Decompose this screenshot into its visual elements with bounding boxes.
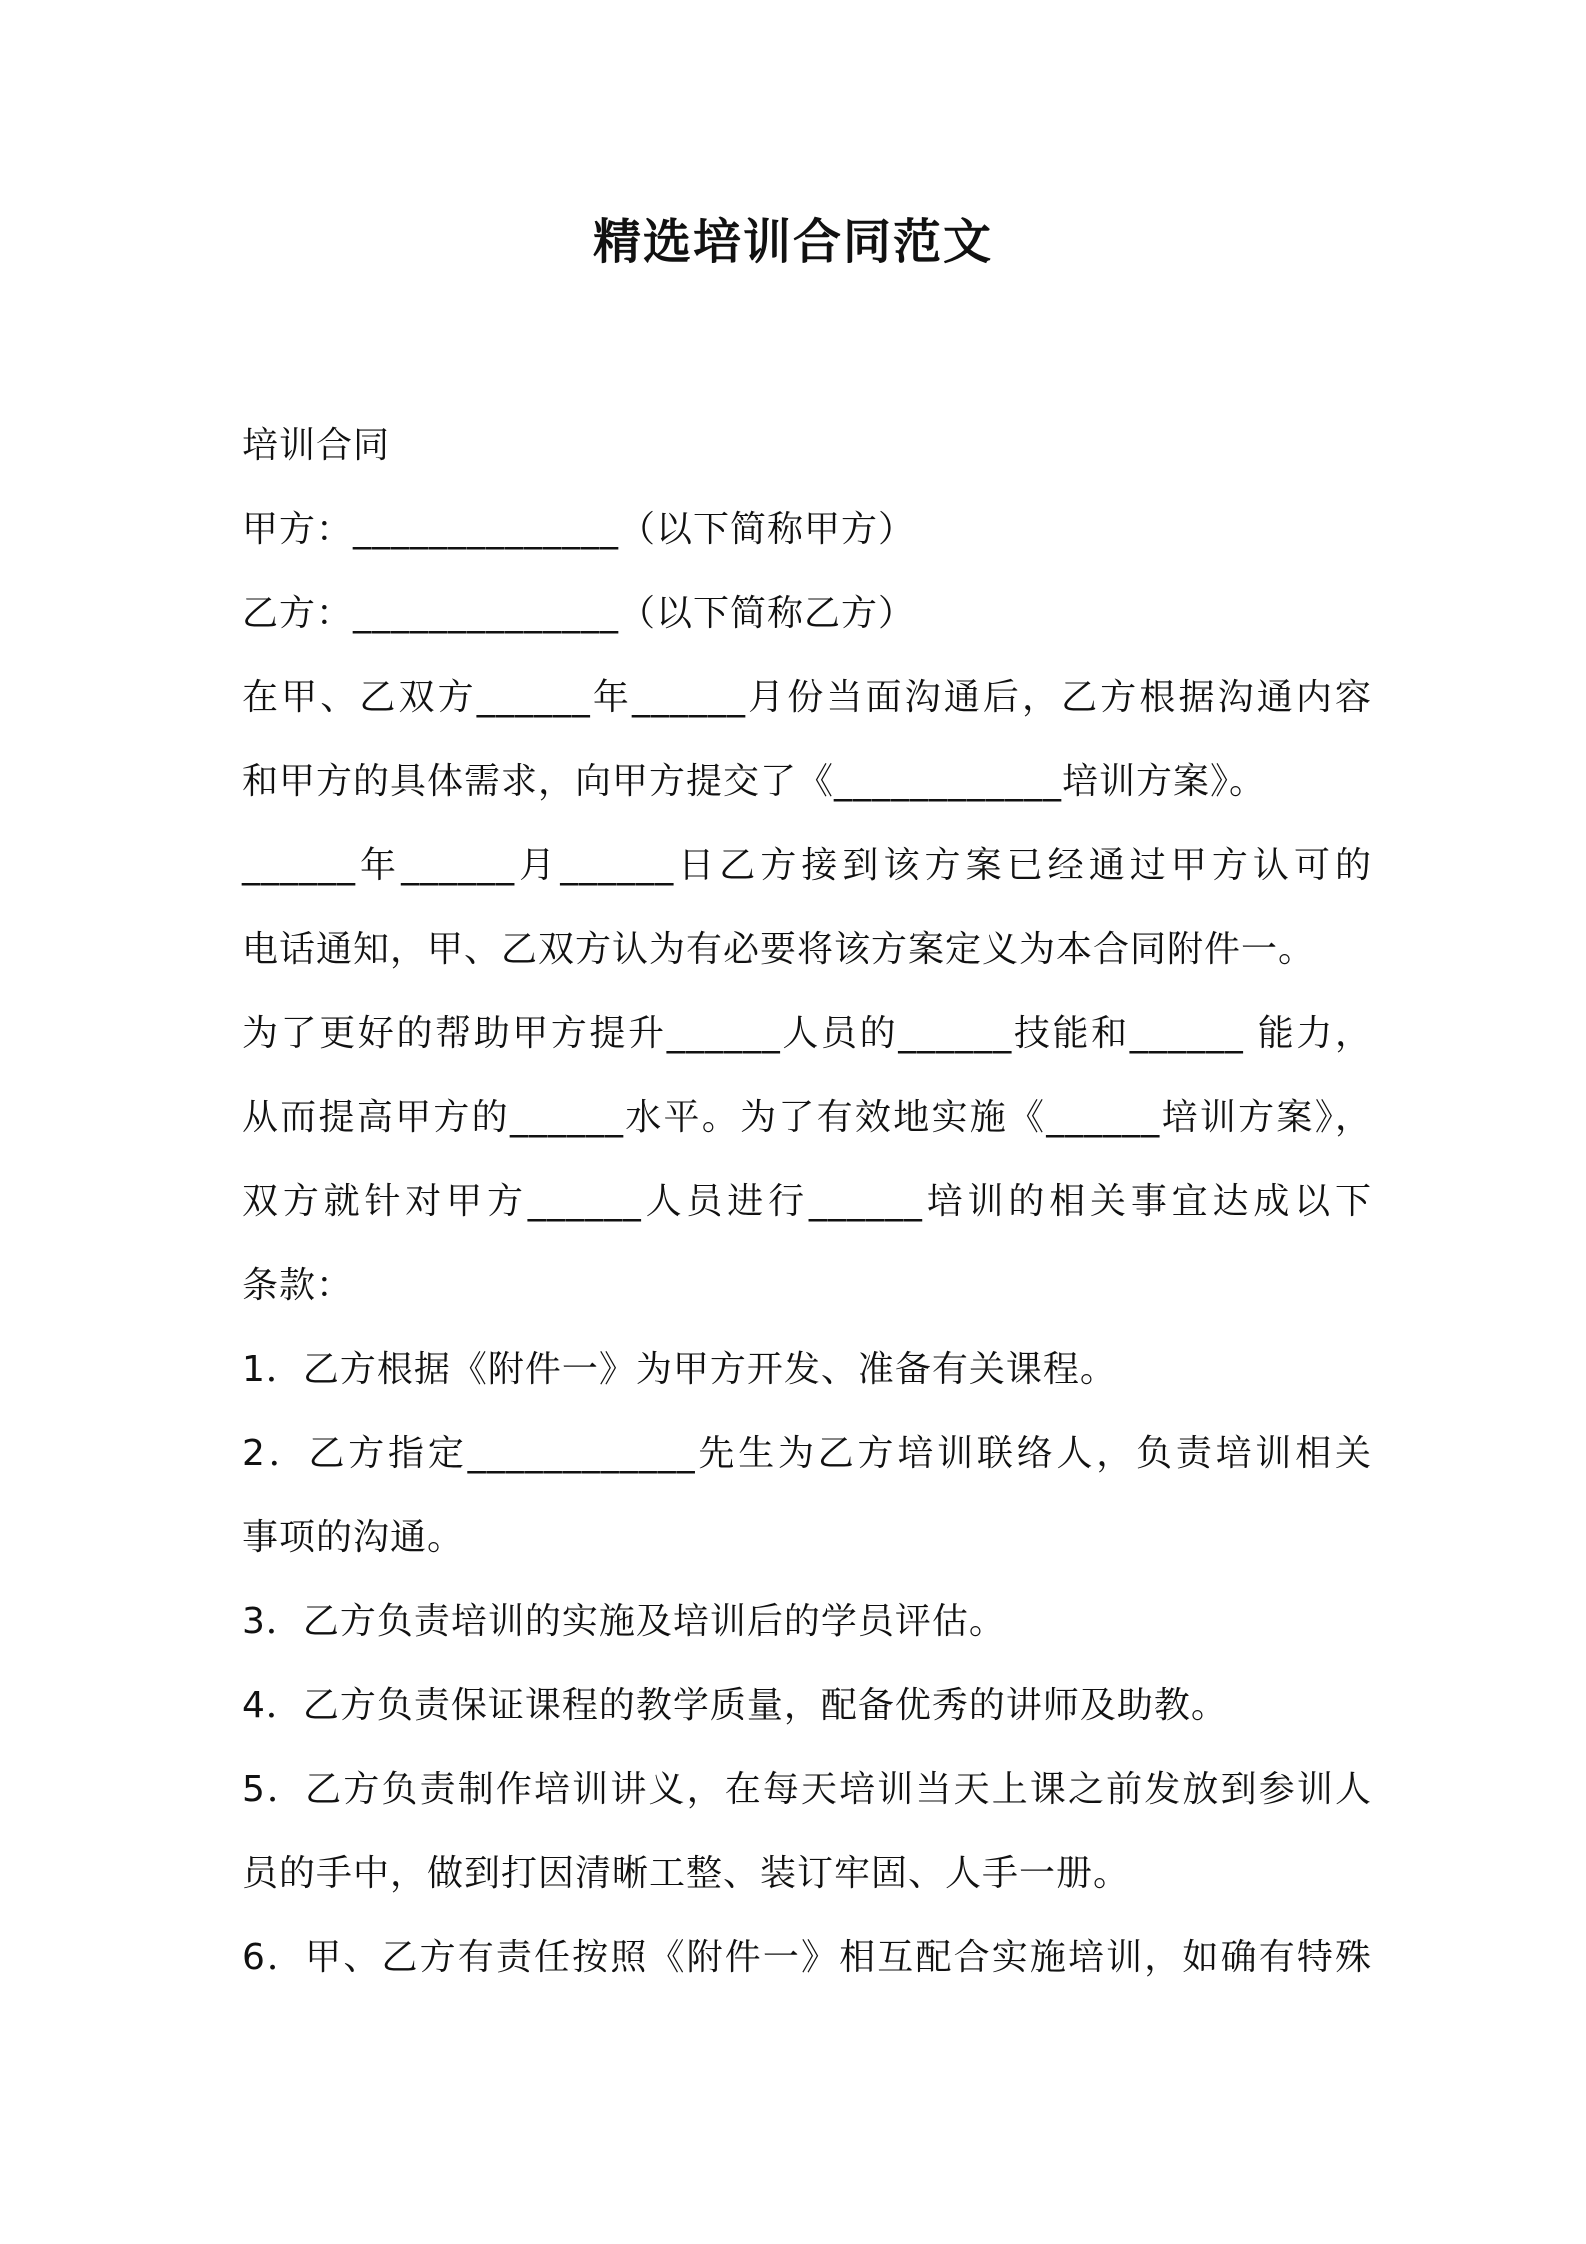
party-a-line: 甲方：______________（以下简称甲方） [242, 509, 916, 550]
paragraph-line: 条款： [242, 1265, 354, 1306]
clause-4: 4．乙方负责保证课程的教学质量，配备优秀的讲师及助教。 [242, 1685, 1228, 1726]
clause-2-cont: 事项的沟通。 [242, 1517, 465, 1558]
clause-3: 3．乙方负责培训的实施及培训后的学员评估。 [242, 1601, 1006, 1642]
party-b-line: 乙方：______________（以下简称乙方） [242, 593, 916, 634]
clause-5-cont: 员的手中，做到打因清晰工整、装订牢固、人手一册。 [242, 1853, 1131, 1894]
document-title: 精选培训合同范文 [592, 214, 993, 270]
paragraph-line: 电话通知，甲、乙双方认为有必要将该方案定义为本合同附件一。 [242, 929, 1316, 970]
clause-1: 1．乙方根据《附件一》为甲方开发、准备有关课程。 [242, 1349, 1117, 1390]
clause-6: 6．甲、乙方有责任按照《附件一》相互配合实施培训，如确有特殊 [242, 1937, 1372, 1978]
paragraph-line: ______年______月______日乙方接到该方案已经通过甲方认可的 [242, 845, 1372, 886]
paragraph-line: 双方就针对甲方______人员进行______培训的相关事宜达成以下 [242, 1181, 1372, 1222]
clause-2: 2．乙方指定____________先生为乙方培训联络人，负责培训相关 [242, 1433, 1372, 1474]
contract-heading: 培训合同 [242, 425, 391, 466]
paragraph-line: 在甲、乙双方______年______月份当面沟通后，乙方根据沟通内容 [242, 677, 1372, 718]
document-body [242, 404, 1372, 2000]
paragraph-line: 从而提高甲方的______水平。为了有效地实施《______培训方案》， [242, 1097, 1372, 1138]
paragraph-line: 和甲方的具体需求，向甲方提交了《____________培训方案》。 [242, 761, 1267, 802]
paragraph-line: 为了更好的帮助甲方提升______人员的______技能和______ 能力， [242, 1013, 1372, 1054]
clause-5: 5．乙方负责制作培训讲义，在每天培训当天上课之前发放到参训人 [242, 1769, 1372, 1810]
